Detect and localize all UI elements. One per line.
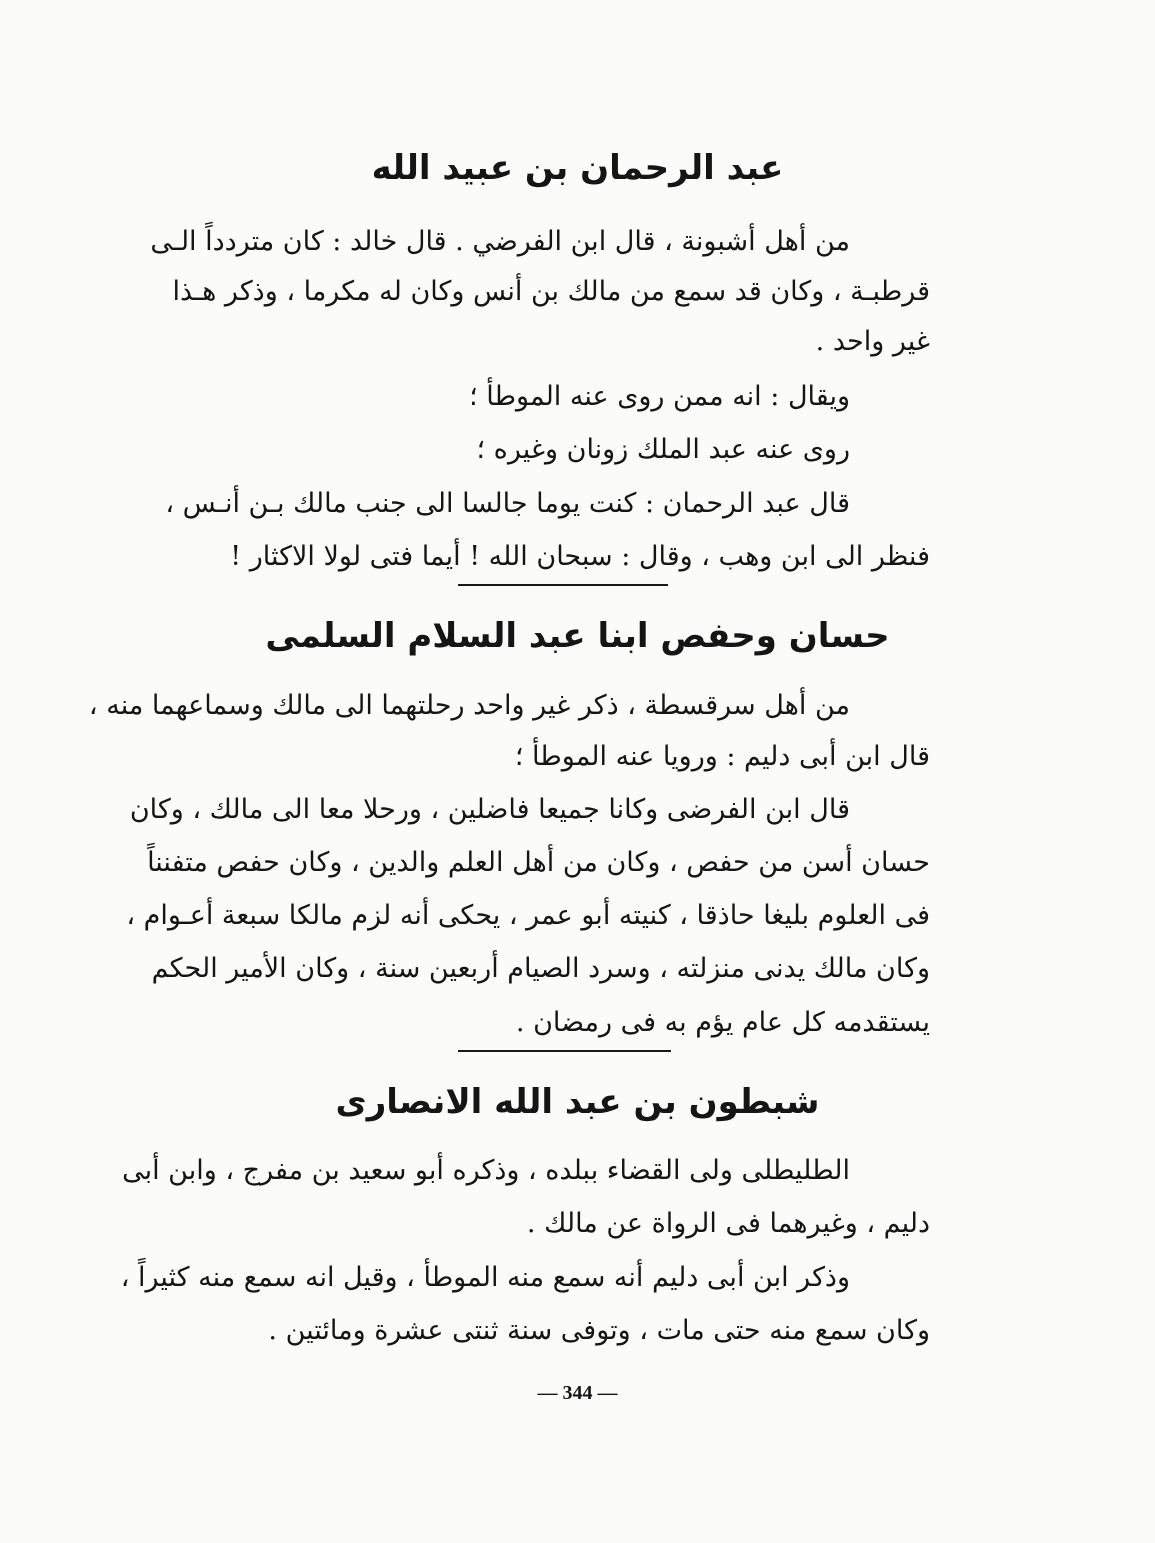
- section-title-3: شبطون بن عبد الله الانصارى: [335, 1082, 820, 1122]
- dash-left: —: [537, 1382, 563, 1404]
- section-title-1: عبد الرحمان بن عبيد الله: [371, 148, 784, 188]
- section-1-line-6: قال عبد الرحمان : كنت يوما جالسا الى جنب مالك بـن أنـس ،: [165, 488, 850, 519]
- section-title-2: حسان وحفص ابنا عبد السلام السلمى: [265, 616, 890, 656]
- section-2-line-7: يستقدمه كل عام يؤم به فى رمضان .: [515, 1007, 930, 1038]
- page-footer: [0, 1382, 1155, 1412]
- section-2-line-4: حسان أسن من حفص ، وكان من أهل العلم والدين ، وكان حفص متفنناً: [147, 847, 930, 878]
- section-2-line-6: وكان مالك يدنى منزلته ، وسرد الصيام أربعين سنة ، وكان الأمير الحكم: [151, 953, 930, 984]
- section-1-line-7: فنظر الى ابن وهب ، وقال : سبحان الله ! أيما فتى لولا الاكثار !: [230, 541, 930, 572]
- section-2-line-3: قال ابن الفرضى وكانا جميعا فاضلين ، ورحلا معا الى مالك ، وكان: [129, 794, 850, 825]
- section-2-line-2: قال ابن أبى دليم : ورويا عنه الموطأ ؛: [514, 741, 930, 772]
- section-divider: [458, 1050, 671, 1052]
- section-1-line-1: من أهل أشبونة ، قال ابن الفرضي . قال خالد : كان متردداً الـى: [150, 226, 850, 257]
- page-number: 344: [562, 1382, 593, 1404]
- section-1-line-3: غير واحد .: [815, 326, 930, 357]
- section-1-line-4: ويقال : انه ممن روى عنه الموطأ ؛: [469, 381, 850, 412]
- section-3-line-1: الطليطلى ولى القضاء ببلده ، وذكره أبو سعيد بن مفرج ، وابن أبى: [122, 1155, 850, 1186]
- section-3-line-2: دليم ، وغيرهما فى الرواة عن مالك .: [526, 1208, 930, 1239]
- section-1-line-2: قرطبـة ، وكان قد سمع من مالك بن أنس وكان له مكرما ، وذكر هـذا: [172, 276, 930, 307]
- section-3-line-4: وكان سمع منه حتى مات ، وتوفى سنة ثنتى عشرة ومائتين .: [268, 1315, 930, 1346]
- dash-right: —: [592, 1382, 618, 1404]
- section-2-line-5: فى العلوم بليغا حاذقا ، كنيته أبو عمر ، يحكى أنه لزم مالكا سبعة أعـوام ،: [126, 900, 930, 931]
- section-1-line-5: روى عنه عبد الملك زونان وغيره ؛: [476, 434, 850, 465]
- section-2-line-1: من أهل سرقسطة ، ذكر غير واحد رحلتهما الى مالك وسماعهما منه ،: [88, 690, 850, 721]
- section-3-line-3: وذكر ابن أبى دليم أنه سمع منه الموطأ ، وقيل انه سمع منه كثيراً ،: [120, 1262, 850, 1293]
- section-divider: [458, 584, 668, 586]
